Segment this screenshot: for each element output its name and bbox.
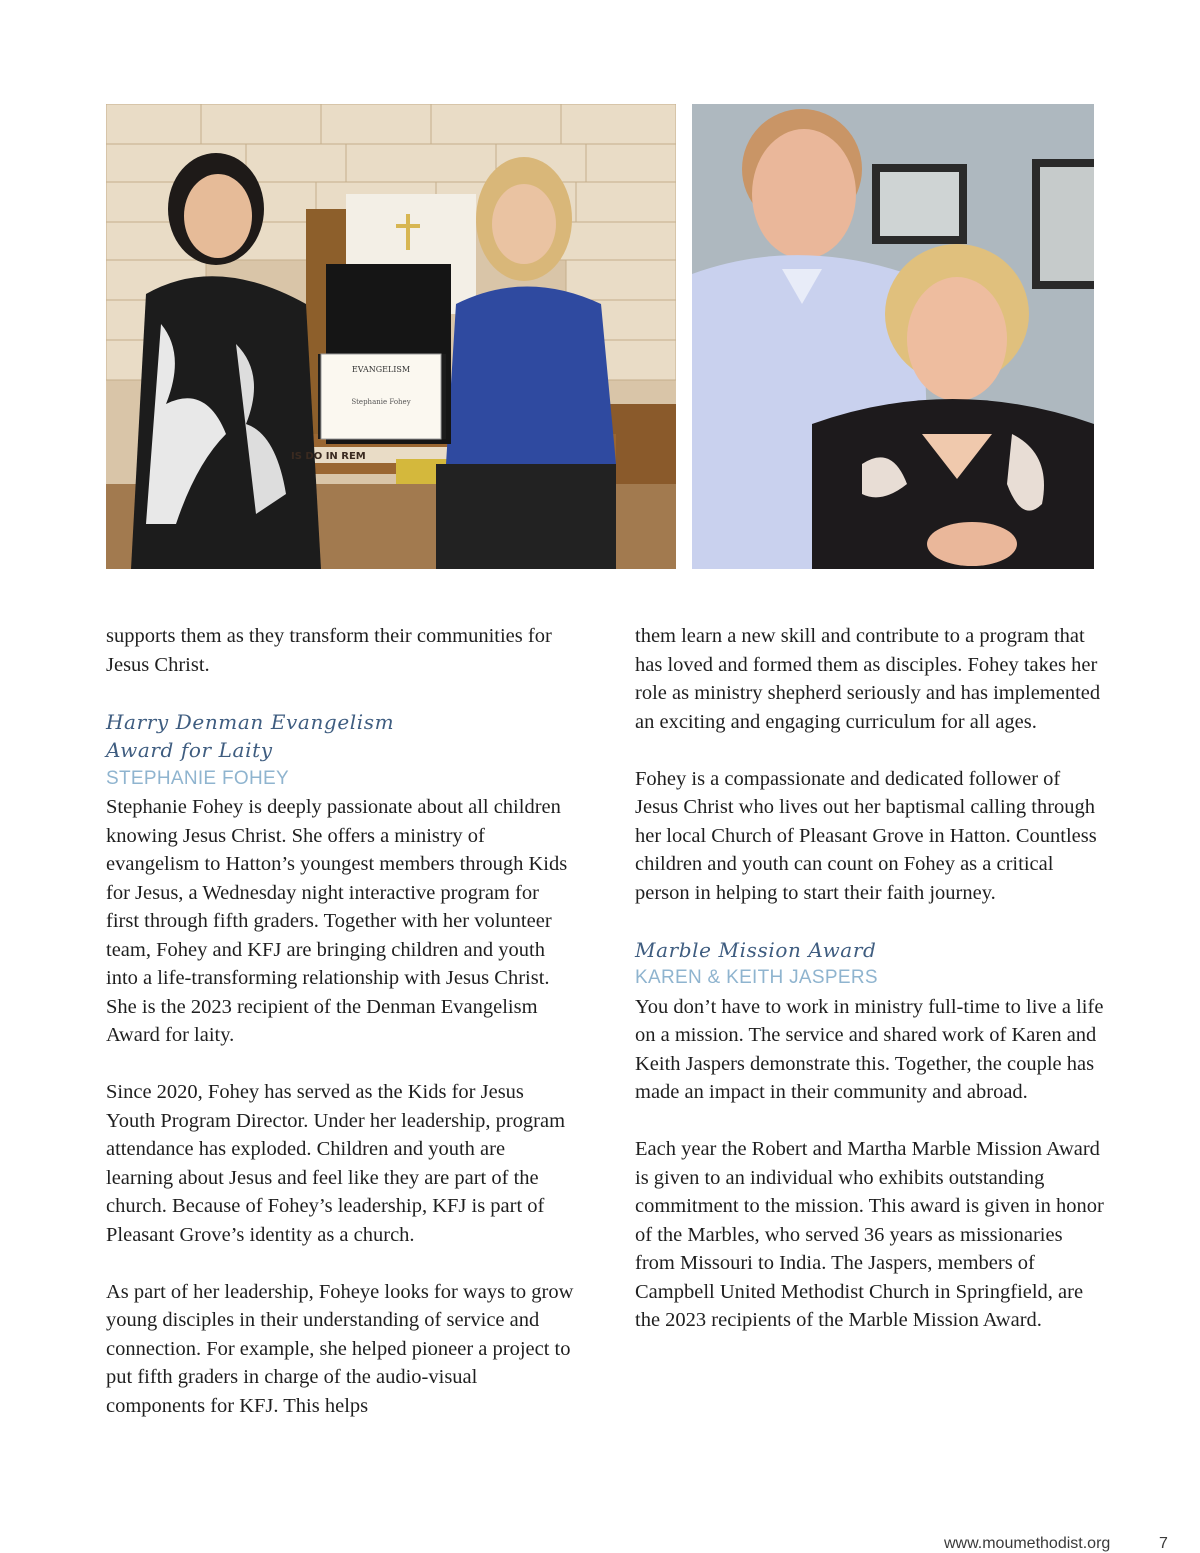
couple-portrait-photo <box>692 104 1094 569</box>
body-paragraph: them learn a new skill and contribute to a program that has loved and formed them as disciples. Fohey takes her role as ministry shepherd seriously and has implemented an exciting and engaging curriculum for all ages. <box>635 625 1101 733</box>
right-column <box>635 622 1105 1335</box>
body-paragraph: Since 2020, Fohey has served as the Kids for Jesus Youth Program Director. Under her leadership, program attendance has exploded. Children and youth are learning about Jesus and feel like they are part of the church. Because of Fohey’s leadership, KFJ is part of Pleasant Grove’s identity as a church. <box>106 1081 566 1246</box>
body-paragraph: As part of her leadership, Foheye looks for ways to grow young disciples in their understanding of service and connection. For example, she helped pioneer a project to put fifth graders in charge of the audio-visual components for KFJ. This helps <box>106 1280 574 1417</box>
intro-paragraph: supports them as they transform their communities for Jesus Christ. <box>106 625 552 676</box>
footer-url[interactable]: www.moumethodist.org <box>944 1535 1111 1552</box>
award-title-line1: Harry Denman Evangelism <box>106 709 395 734</box>
certificate-name: Stephanie Fohey <box>351 398 411 406</box>
marble-award-title: Marble Mission Award <box>635 937 877 962</box>
award-title-line2: Award for Laity <box>106 738 273 762</box>
left-column <box>106 622 576 1420</box>
banner-text: IS DO IN REM <box>291 451 366 462</box>
body-paragraph: You don’t have to work in ministry full-time to live a life on a mission. The service and shared work of Karen and Keith Jaspers demonstrate this. Together, the couple has made an impact in their community and abroad. <box>635 995 1104 1103</box>
denman-award-title <box>106 708 576 765</box>
body-paragraph: Each year the Robert and Martha Marble Mission Award is given to an individual who exhibits outstanding commitment to the mission. This award is given in honor of the Marbles, who served 36 years as missionaries from Missouri to India. The Jaspers, members of Campbell United Methodist Church in Springfield, are the 2023 recipients of the Marble Mission Award. <box>635 1138 1104 1331</box>
body-paragraph: Stephanie Fohey is deeply passionate about all children knowing Jesus Christ. She offers a ministry of evangelism to Hatton’s youngest members through Kids for Jesus, a Wednesday night interactive program for first through fifth graders. Together with her volunteer team, Fohey and KFJ are bringing children and youth into a life-transforming relationship with Jesus Christ. She is the 2023 recipient of the Denman Evangelism Award for laity. <box>106 796 568 1046</box>
denman-recipient-name: STEPHANIE FOHEY <box>106 767 289 789</box>
page-number: 7 <box>1159 1535 1168 1552</box>
marble-recipient-name: KAREN & KEITH JASPERS <box>635 967 878 988</box>
award-presentation-photo <box>106 104 676 569</box>
certificate-heading: EVANGELISM <box>351 365 411 374</box>
body-paragraph: Fohey is a compassionate and dedicated follower of Jesus Christ who lives out her baptismal calling through her local Church of Pleasant Grove in Hatton. Countless children and youth can count on Fohey as a critical person in helping to start their faith journey. <box>635 767 1097 904</box>
